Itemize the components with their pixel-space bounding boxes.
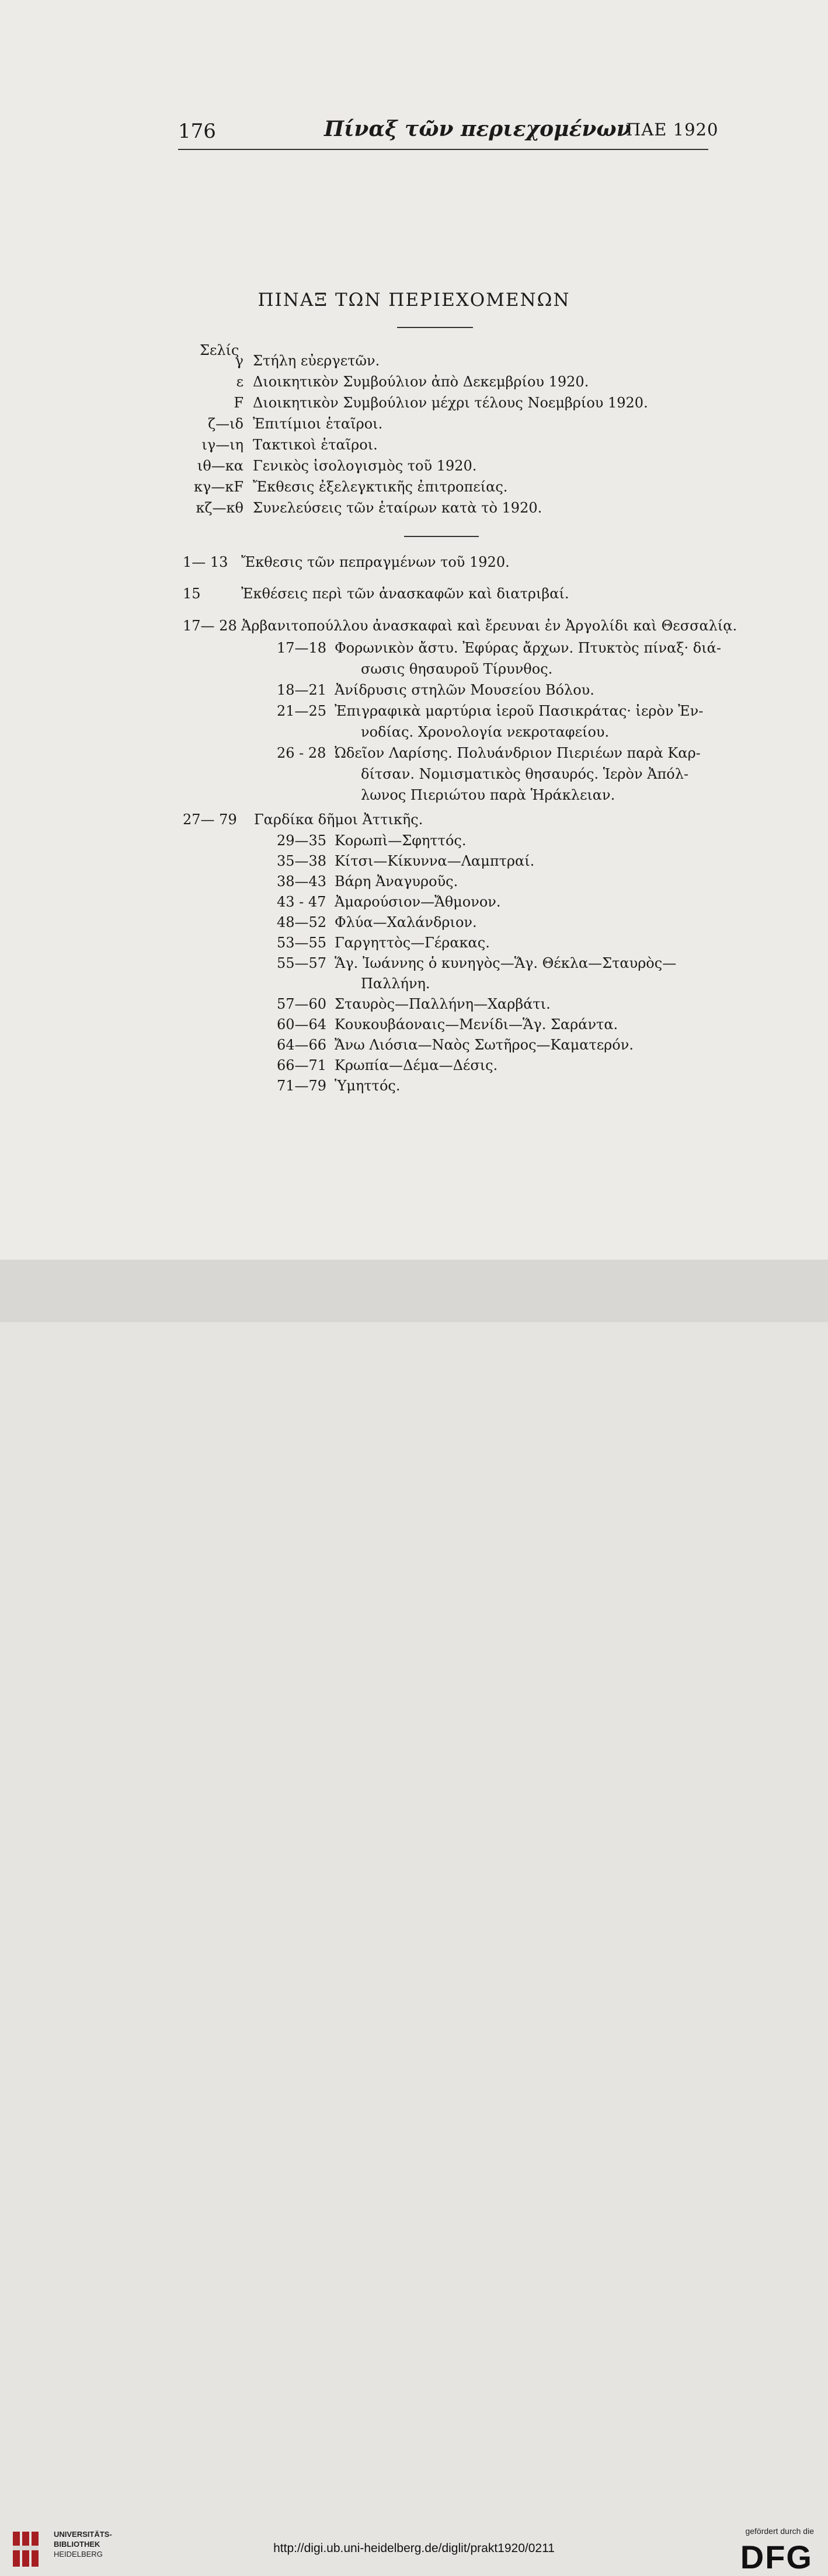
front-matter-page: ιγ—ιη [201, 437, 243, 453]
subsection-page: 18—21 [277, 682, 327, 698]
page-number: 176 [178, 120, 216, 143]
subsection-page: 29—35 [277, 832, 327, 849]
subsection-page: 53—55 [277, 935, 327, 951]
subsection-entry-line: Ὑμηττός. [335, 1078, 401, 1094]
subsection-entry-line: νοδίας. Χρονολογία νεκροταφείου. [361, 724, 610, 740]
subsection-entry-line: Ἐπιγραφικὰ μαρτύρια ἱεροῦ Πασικράτας· ἱερὸν Ἐν- [335, 703, 704, 719]
subsection-page: 66—71 [277, 1057, 327, 1073]
running-head-right: ΠΑΕ 1920 [626, 120, 719, 140]
front-matter-entry: Διοικητικὸν Συμβούλιον ἀπὸ Δεκεμβρίου 1920. [253, 374, 589, 390]
section-entry: Ἔκθεσις τῶν πεπραγμένων τοῦ 1920. [241, 554, 510, 570]
library-line-2: BIBLIOTHEK [54, 2540, 100, 2549]
subsection-entry-line: Φλύα—Χαλάνδριον. [335, 914, 477, 930]
front-matter-entry: Τακτικοὶ ἑταῖροι. [253, 437, 378, 453]
subsection-entry-line: Κορωπὶ—Σφηττός. [335, 832, 467, 849]
subsection-entry-line: Παλλήνη. [361, 975, 430, 992]
front-matter-page: γ [235, 353, 243, 369]
subsection-entry-line: Φορωνικὸν ἄστυ. Ἐφύρας ἄρχων. Πτυκτὸς πίναξ· διά- [335, 640, 721, 656]
funding-caption: gefördert durch die [745, 2526, 814, 2536]
subsection-page: 43 - 47 [277, 894, 326, 910]
subsection-page: 71—79 [277, 1078, 327, 1094]
footer-bar [0, 1260, 828, 2575]
subsection-entry-line: Ἅγ. Ἰωάννης ὁ κυνηγὸς—Ἅγ. Θέκλα—Σταυρὸς— [335, 955, 677, 971]
dfg-logo: DFG [740, 2539, 813, 2575]
subsection-entry-line: Ἀνίδρυσις στηλῶν Μουσείου Βόλου. [335, 682, 594, 698]
front-matter-page: F [234, 395, 243, 411]
section-page: 17— 28 [183, 618, 237, 634]
column-label: Σελίς [200, 342, 239, 358]
subsection-page: 57—60 [277, 996, 327, 1012]
subsection-page: 35—38 [277, 853, 327, 869]
subsection-entry-line: Κουκουβάοναις—Μενίδι—Ἅγ. Σαράντα. [335, 1016, 618, 1033]
subsection-entry-line: Σταυρὸς—Παλλήνη—Χαρβάτι. [335, 996, 551, 1012]
header-rule [178, 149, 708, 150]
section-entry: Ἐκθέσεις περὶ τῶν ἀνασκαφῶν καὶ διατριβαί. [241, 585, 569, 602]
front-matter-entry: Ἐπιτίμιοι ἑταῖροι. [253, 416, 383, 432]
subsection-entry-line: δίτσαν. Νομισματικὸς θησαυρός. Ἱερὸν Ἀπόλ- [361, 766, 689, 782]
subsection-page: 64—66 [277, 1037, 327, 1053]
running-title: Πίναξ τῶν περιεχομένων [324, 117, 631, 141]
subsection-entry-line: Κίτσι—Κίκυννα—Λαμπτραί. [335, 853, 535, 869]
subsection-page: 21—25 [277, 703, 327, 719]
library-line-3: HEIDELBERG [54, 2550, 103, 2558]
front-matter-page: κζ—κθ [196, 500, 243, 516]
front-matter-entry: Διοικητικὸν Συμβούλιον μέχρι τέλους Νοεμβρίου 1920. [253, 395, 648, 411]
title-divider [397, 327, 473, 328]
subsection-entry-line: Κρωπία—Δέμα—Δέσις. [335, 1057, 498, 1073]
section-page: 15 [183, 585, 201, 602]
subsection-page: 38—43 [277, 873, 327, 890]
subsection-entry-line: σωσις θησαυροῦ Τίρυνθος. [361, 661, 553, 677]
subsection-page: 55—57 [277, 955, 327, 971]
document-page [0, 0, 828, 1260]
source-url-link[interactable]: http://digi.ub.uni-heidelberg.de/diglit/prakt1920/0211 [273, 2542, 555, 2555]
subsection-entry-line: Γαργηττὸς—Γέρακας. [335, 935, 490, 951]
subsection-page: 26 - 28 [277, 745, 326, 761]
subsection-entry-line: Ὠδεῖον Λαρίσης. Πολυάνδριον Πιεριέων παρὰ Καρ- [335, 745, 701, 761]
section-entry: Γαρδίκα δῆμοι Ἀττικῆς. [254, 811, 423, 828]
section-page: 27— 79 [183, 811, 237, 828]
subsection-entry-line: λωνος Πιεριώτου παρὰ Ἡράκλειαν. [361, 787, 615, 803]
front-matter-entry: Συνελεύσεις τῶν ἑταίρων κατὰ τὸ 1920. [253, 500, 542, 516]
section-divider [404, 536, 479, 537]
subsection-entry-line: Βάρη Ἀναγυροῦς. [335, 873, 458, 890]
library-line-1: UNIVERSITÄTS- [54, 2530, 112, 2539]
section-page: 1— 13 [183, 554, 228, 570]
page-title: ΠΙΝΑΞ ΤΩΝ ΠΕΡΙΕΧΟΜΕΝΩΝ [258, 290, 570, 311]
front-matter-entry: Γενικὸς ἰσολογισμὸς τοῦ 1920. [253, 458, 477, 474]
subsection-page: 17—18 [277, 640, 327, 656]
subsection-page: 60—64 [277, 1016, 327, 1033]
front-matter-page: ιθ—κα [197, 458, 243, 474]
subsection-page: 48—52 [277, 914, 327, 930]
front-matter-page: κγ—κF [194, 479, 243, 495]
front-matter-page: ζ—ιδ [208, 416, 243, 432]
section-entry: Ἀρβανιτοπούλλου ἀνασκαφαὶ καὶ ἔρευναι ἐν Ἀργολίδι καὶ Θεσσαλίᾳ. [241, 618, 737, 634]
subsection-entry-line: Ἀμαρούσιον—Ἄθμονον. [335, 894, 501, 910]
front-matter-entry: Ἔκθεσις ἐξελεγκτικῆς ἐπιτροπείας. [253, 479, 508, 495]
front-matter-entry: Στήλη εὐεργετῶν. [253, 353, 380, 369]
subsection-entry-line: Ἄνω Λιόσια—Ναὸς Σωτῆρος—Καματερόν. [335, 1037, 634, 1053]
front-matter-page: ε [236, 374, 243, 390]
